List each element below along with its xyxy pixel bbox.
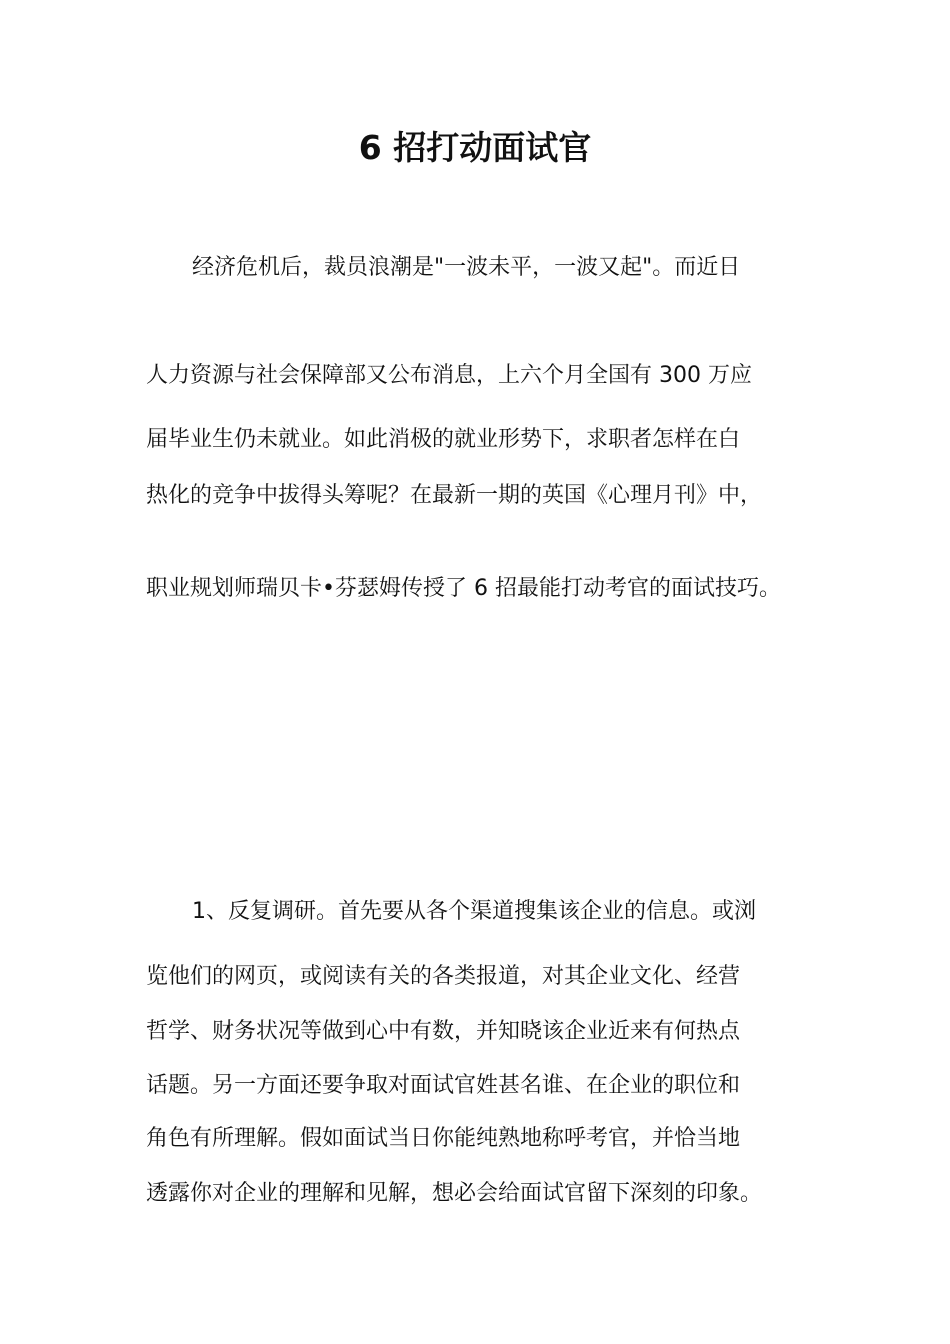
intro-line-4: 热化的竞争中拔得头筹呢？在最新一期的英国《心理月刊》中， — [146, 483, 763, 508]
intro-line-1: 经济危机后，裁员浪潮是"一波未平，一波又起"。而近日 — [192, 255, 741, 280]
intro-line-2: 人力资源与社会保障部又公布消息，上六个月全国有 300 万应 — [146, 363, 752, 388]
document-title: 6 招打动面试官 — [358, 128, 592, 167]
section1-line-5: 角色有所理解。假如面试当日你能纯熟地称呼考官，并恰当地 — [146, 1126, 741, 1151]
section1-line-2: 览他们的网页，或阅读有关的各类报道，对其企业文化、经营 — [146, 964, 741, 989]
section1-line-6: 透露你对企业的理解和见解，想必会给面试官留下深刻的印象。 — [146, 1181, 763, 1206]
intro-line-3: 届毕业生仍未就业。如此消极的就业形势下，求职者怎样在白 — [146, 427, 741, 452]
intro-line-5: 职业规划师瑞贝卡•芬瑟姆传授了 6 招最能打动考官的面试技巧。 — [146, 576, 781, 601]
section1-line-4: 话题。另一方面还要争取对面试官姓甚名谁、在企业的职位和 — [146, 1073, 741, 1098]
section1-line-3: 哲学、财务状况等做到心中有数，并知晓该企业近来有何热点 — [146, 1019, 741, 1044]
section1-line-1: 1、反复调研。首先要从各个渠道搜集该企业的信息。或浏 — [192, 899, 756, 924]
